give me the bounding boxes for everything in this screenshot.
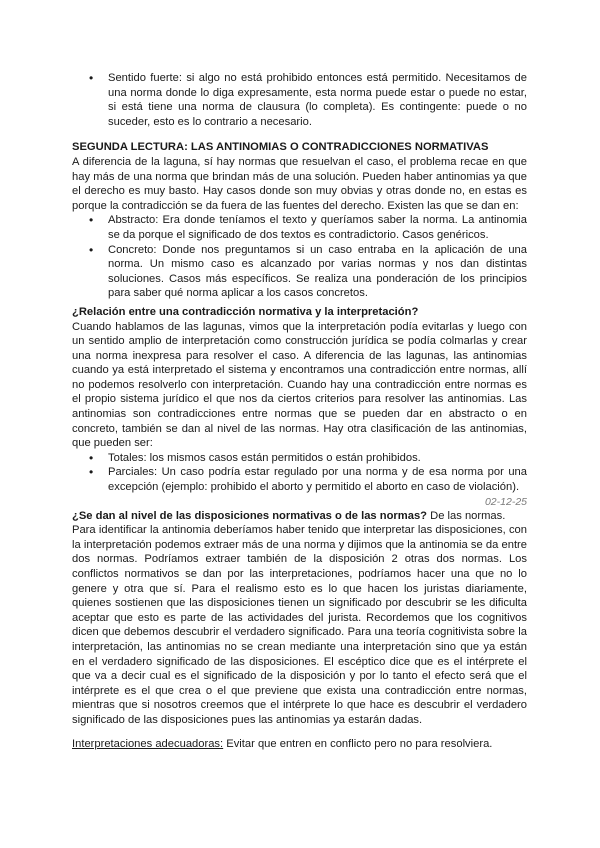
long-paragraph: Para identificar la antinomia deberíamos haber tenido que interpretar las disposiciones, con la interpretación podemos extraer más de una norma y dijimos que la antinomia se da entre dos normas. Podríamos extraer también de la disposición 2 otras dos normas. Los conflictos normativos se dan por las interpretaciones, podríamos hacer una que no lo genere y otra que sí. Para el realismo esto es lo que hacen los juristas diariamente, quienes sostienen que las disposiciones tienen un significado por descubrir se les dificulta aceptar que esto es parte de las actividades del jurista. Recordemos que los cognitivos dicen que debemos descubrir el verdadero significado. Para una teoría cognitivista sobre la interpretación, las antinomias no se crean mediante una interpretación sino que ya están en el verdadero significado de las disposiciones. El escéptico dice que es el intérprete el que va a decir cual es el significado de la disposición y por lo tanto el efecto será que el intérprete es el que crea o el que previene que exista una contradicción entre normas, mientras que si nosotros creemos que el intérprete lo que hace es descubrir el verdadero significado de las disposiciones pues las antinomias ya estarán dadas. [72, 524, 527, 726]
classification-list [72, 451, 527, 495]
relation-paragraph: Cuando hablamos de las lagunas, vimos que la interpretación podía evitarlas y luego con un sentido amplio de interpretación como construcción jurídica se podía colmarlas y crear una norma inexpresa para resolver el caso. A diferencia de las lagunas, las antinomias cuando ya está interpretado el sistema y encontramos una contradicción entre normas, allí no podemos resolverlo con interpretación. Cuando hay una contradicción entre normas es el propio sistema jurídico el que nos da ciertos criterios para resolver las antinomias. Las antinomias son contradicciones entre normas que se pueden dar en abstracto o en concreto, también se dan al nivel de las normas. Hay otra clasificación de las antinomias, que pueden ser: [72, 320, 527, 450]
relation-heading: ¿Relación entre una contradicción normativa y la interpretación? [72, 305, 419, 318]
list-item: • Sentido fuerte: si algo no está prohibido entonces está permitido. Necesitamos de una norma donde lo diga expresamente, esta norma puede estar o puede no estar, si está tiene una norma de clausura (lo completa). Es contingente: puede o no suceder, esto es lo contrario a necesario. [72, 71, 527, 129]
intro-paragraph: A diferencia de la laguna, sí hay normas que resuelvan el caso, el problema recae en que hay más de una norma que brindan más de una solución. Pueden haber antinomias ya que el derecho es muy basto. Hay casos donde son muy obvias y otras donde no, en estas es porque la contradicción se da fuera de las fuentes del derecho. Existen las que se dan en: [72, 155, 527, 212]
final-label: Interpretaciones adecuadoras: [72, 737, 224, 750]
list-item: • Abstracto: Era donde teníamos el texto y queríamos saber la norma. La antinomia se da porque el significado de dos textos es contradictorio. Casos genéricos. [72, 213, 527, 242]
final-text: Evitar que entren en conflicto pero no para resolviera. [223, 737, 493, 750]
date-stamp: 02-12-25 [484, 495, 527, 508]
sentido-list [72, 71, 527, 129]
section-heading: SEGUNDA LECTURA: LAS ANTINOMIAS O CONTRADICCIONES NORMATIVAS [72, 141, 489, 154]
list-item: • Totales: los mismos casos están permitidos o están prohibidos. [72, 451, 527, 466]
question-heading: ¿Se dan al nivel de las disposiciones normativas o de las normas? [72, 509, 428, 522]
question-paragraph [72, 509, 527, 524]
final-paragraph [72, 737, 527, 752]
list-item: • Concreto: Donde nos preguntamos si un caso entraba en la aplicación de una norma. Un mismo caso es alcanzado por varias normas y nos dan distintas soluciones. Casos más específicos. Se realiza una ponderación de los principios para saber qué norma aplicar a los casos concretos. [72, 243, 527, 301]
types-list [72, 213, 527, 301]
question-answer: De las normas. [427, 509, 506, 522]
list-item: • Parciales: Un caso podría estar regulado por una norma y de esa norma por una excepción (ejemplo: prohibido el aborto y permitido el aborto en caso de violación). [72, 465, 527, 494]
